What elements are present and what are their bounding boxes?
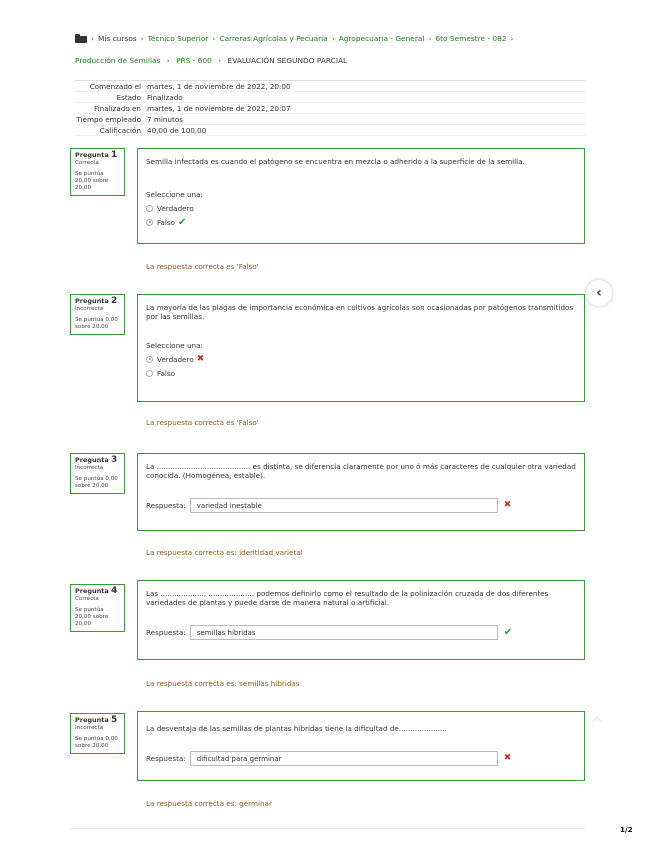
answer-row <box>146 751 576 766</box>
folder-icon[interactable] <box>75 34 87 43</box>
question-grade: Se puntúa 20,00 sobre 20,00 <box>75 171 109 191</box>
breadcrumb-separator: › <box>166 56 170 65</box>
question-state: Incorrecta <box>75 465 104 471</box>
summary-value: martes, 1 de noviembre de 2022, 20:00 <box>147 82 291 91</box>
question-info-3 <box>70 453 125 494</box>
attempt-summary-table <box>75 80 585 136</box>
question-text: La .................... .................... es distinta, se diferencia claramente por uno ó más caracteres de cualquier otra variedad conocida. (Homogénea, estable). <box>146 462 576 480</box>
answer-input[interactable] <box>190 498 498 513</box>
question-number: Pregunta 4 <box>75 586 118 596</box>
feedback-5: La respuesta correcta es: germinar <box>146 799 272 808</box>
breadcrumb-item-carreras[interactable]: Carreras Agrícolas y Pecuaria <box>219 34 328 43</box>
question-info-5 <box>70 713 125 754</box>
answer-input[interactable] <box>190 625 498 640</box>
option-label: Verdadero <box>157 203 194 213</box>
question-content-3 <box>137 453 585 531</box>
question-content-5 <box>137 711 585 781</box>
option-verdadero[interactable] <box>146 354 576 364</box>
breadcrumb-item-semestre[interactable]: 6to Semestre - 082 <box>435 34 507 43</box>
breadcrumb-item-tecnico-superior[interactable]: Técnico Superior <box>147 34 209 43</box>
select-label: Seleccione una: <box>146 341 203 350</box>
chevron-up-icon[interactable]: ︿ <box>593 713 601 722</box>
check-icon: ✔ <box>178 216 187 228</box>
question-text: Las .................... .................... podemos definirlo como el resultado de la polinización cruzada de dos diferentes variedades de plantas y puede darse de manera natural o artificial. <box>146 589 549 607</box>
question-info-1 <box>70 148 125 196</box>
question-state: Correcta <box>75 596 99 602</box>
summary-key: Calificación <box>99 126 141 135</box>
question-grade: Se puntúa 0,00 sobre 20,00 <box>75 476 118 489</box>
radio-icon[interactable] <box>146 205 153 212</box>
answer-row <box>146 498 576 513</box>
summary-value: 7 minutos <box>147 115 183 124</box>
breadcrumb-secondary <box>75 56 347 65</box>
question-number: Pregunta 1 <box>75 150 118 160</box>
question-grade: Se puntúa 0,00 sobre 20,00 <box>75 317 118 330</box>
question-state: Incorrecta <box>75 725 104 731</box>
breadcrumb-item-mis-cursos[interactable]: Mis cursos <box>97 34 137 43</box>
cross-icon: ✖ <box>503 753 512 763</box>
radio-checked-icon[interactable] <box>146 219 153 226</box>
question-info-2 <box>70 294 125 335</box>
radio-icon[interactable] <box>146 370 153 377</box>
feedback-1: La respuesta correcta es 'Falso' <box>146 262 259 271</box>
breadcrumb-separator: › <box>331 34 335 43</box>
select-label: Seleccione una: <box>146 190 203 199</box>
check-icon: ✔ <box>503 627 513 638</box>
question-number: Pregunta 2 <box>75 296 118 306</box>
breadcrumb-separator: › <box>91 34 94 43</box>
cross-icon: ✖ <box>196 353 205 364</box>
question-grade: Se puntúa 20,00 sobre 20,00 <box>75 607 109 627</box>
breadcrumb <box>75 34 518 43</box>
question-content-4 <box>137 580 585 660</box>
answer-input[interactable] <box>190 751 498 766</box>
feedback-3: La respuesta correcta es: identidad varietal <box>146 548 303 557</box>
summary-value: 40,00 de 100,00 <box>147 126 207 135</box>
question-text: La desventaja de las semillas de plantas híbridas tiene la dificultad de..................... <box>146 724 447 733</box>
summary-value: Finalizado <box>147 93 183 102</box>
question-content-1 <box>137 148 585 244</box>
answer-label: Respuesta: <box>146 628 186 637</box>
footer-divider <box>70 828 585 829</box>
question-text: La mayoría de las plagas de importancia económica en cultivos agrícolas son ocasionadas por patógenos transmitidos por las semillas. <box>146 303 574 321</box>
breadcrumb-item-current: EVALUACIÓN SEGUNDO PARCIAL <box>227 56 348 65</box>
summary-row <box>75 114 585 125</box>
cross-icon: ✖ <box>503 500 512 510</box>
summary-row <box>75 103 585 114</box>
breadcrumb-item-course[interactable]: Producción de Semillas <box>75 56 161 65</box>
question-grade: Se puntúa 0,00 sobre 20,00 <box>75 736 118 749</box>
page-number: 1/2 <box>620 825 633 834</box>
summary-key: Comenzado el <box>89 82 141 91</box>
radio-checked-icon[interactable] <box>146 356 153 363</box>
question-state: Incorrecta <box>75 306 104 312</box>
breadcrumb-separator: › <box>428 34 432 43</box>
option-verdadero[interactable] <box>146 203 576 213</box>
breadcrumb-separator: › <box>510 34 514 43</box>
summary-row <box>75 125 585 136</box>
breadcrumb-separator: › <box>212 34 216 43</box>
answer-label: Respuesta: <box>146 501 186 510</box>
summary-row <box>75 81 585 92</box>
feedback-2: La respuesta correcta es 'Falso' <box>146 418 259 427</box>
answer-label: Respuesta: <box>146 754 186 763</box>
breadcrumb-item-code[interactable]: PRS - 600 <box>176 56 212 65</box>
chevron-left-icon[interactable]: ‹ <box>586 280 612 306</box>
summary-key: Tiempo empleado <box>76 115 141 124</box>
option-label: Verdadero <box>157 354 194 364</box>
question-state: Correcta <box>75 160 99 166</box>
summary-row <box>75 92 585 103</box>
summary-key: Finalizado en <box>94 104 141 113</box>
question-number: Pregunta 5 <box>75 715 118 725</box>
question-info-4 <box>70 584 125 632</box>
question-number: Pregunta 3 <box>75 455 118 465</box>
breadcrumb-separator: › <box>140 34 144 43</box>
option-label: Falso <box>157 217 176 227</box>
summary-value: martes, 1 de noviembre de 2022, 20:07 <box>147 104 291 113</box>
feedback-4: La respuesta correcta es: semillas híbridas <box>146 679 300 688</box>
option-label: Falso <box>157 368 176 378</box>
option-falso[interactable] <box>146 217 576 227</box>
breadcrumb-separator: › <box>218 56 222 65</box>
breadcrumb-item-agropecuaria[interactable]: Agropecuaria - General <box>338 34 425 43</box>
answer-row <box>146 625 576 640</box>
option-falso[interactable] <box>146 368 576 378</box>
summary-key: Estado <box>116 93 141 102</box>
question-content-2 <box>137 294 585 402</box>
question-text: Semilla infectada es cuando el patógeno se encuentra en mezcla o adherido a la superficie de la semilla. <box>146 157 525 166</box>
